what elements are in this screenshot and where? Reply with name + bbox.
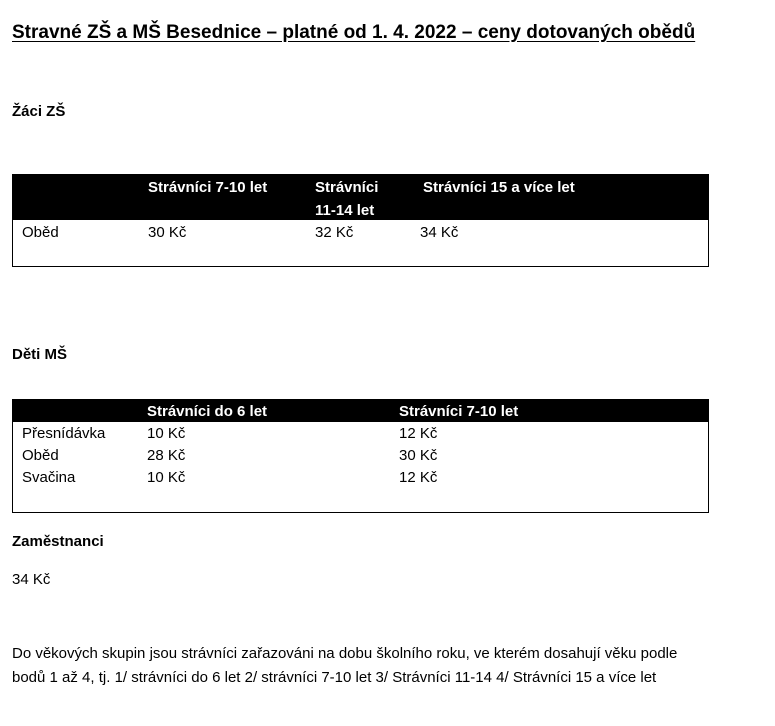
table-cell: 30 Kč [399,447,438,464]
table-cell: 12 Kč [399,425,438,442]
note-line: bodů 1 až 4, tj. 1/ strávníci do 6 let 2/ strávníci 7-10 let 3/ Strávníci 11-14 4/ Strávníci 15 a více let [12,669,657,686]
document-title: Stravné ZŠ a MŠ Besednice – platné od 1. 4. 2022 – ceny dotovaných obědů [12,22,696,43]
employee-price: 34 Kč [12,571,51,588]
row-label: Svačina [22,469,76,486]
note-line: Do věkových skupin jsou strávníci zařazováni na dobu školního roku, ve kterém dosahují věku podle [12,645,678,662]
table-cell: 32 Kč [315,224,354,241]
row-label: Přesnídávka [22,425,106,442]
table-cell: 30 Kč [148,224,187,241]
table-cell: 34 Kč [420,224,459,241]
section-heading-deti-ms: Děti MŠ [12,346,68,363]
column-header: Strávníci 7-10 let [148,179,268,196]
column-header: Strávníci 7-10 let [399,403,519,420]
table-zaci-zs [12,174,709,267]
table-header [13,400,708,422]
column-header: 11-14 let [315,202,375,219]
table-cell: 28 Kč [147,447,186,464]
table-cell: 10 Kč [147,469,186,486]
section-heading-zaci-zs: Žáci ZŠ [12,103,66,120]
note-paragraph [12,642,762,690]
table-deti-ms [12,399,709,513]
row-label: Oběd [22,447,59,464]
table-header [13,175,708,220]
table-cell: 10 Kč [147,425,186,442]
column-header: Strávníci do 6 let [147,403,268,420]
table-cell: 12 Kč [399,469,438,486]
section-heading-zamestnanci: Zaměstnanci [12,533,104,550]
column-header: Strávníci 15 a více let [423,179,575,196]
column-header: Strávníci [315,179,379,196]
row-label: Oběd [22,224,59,241]
